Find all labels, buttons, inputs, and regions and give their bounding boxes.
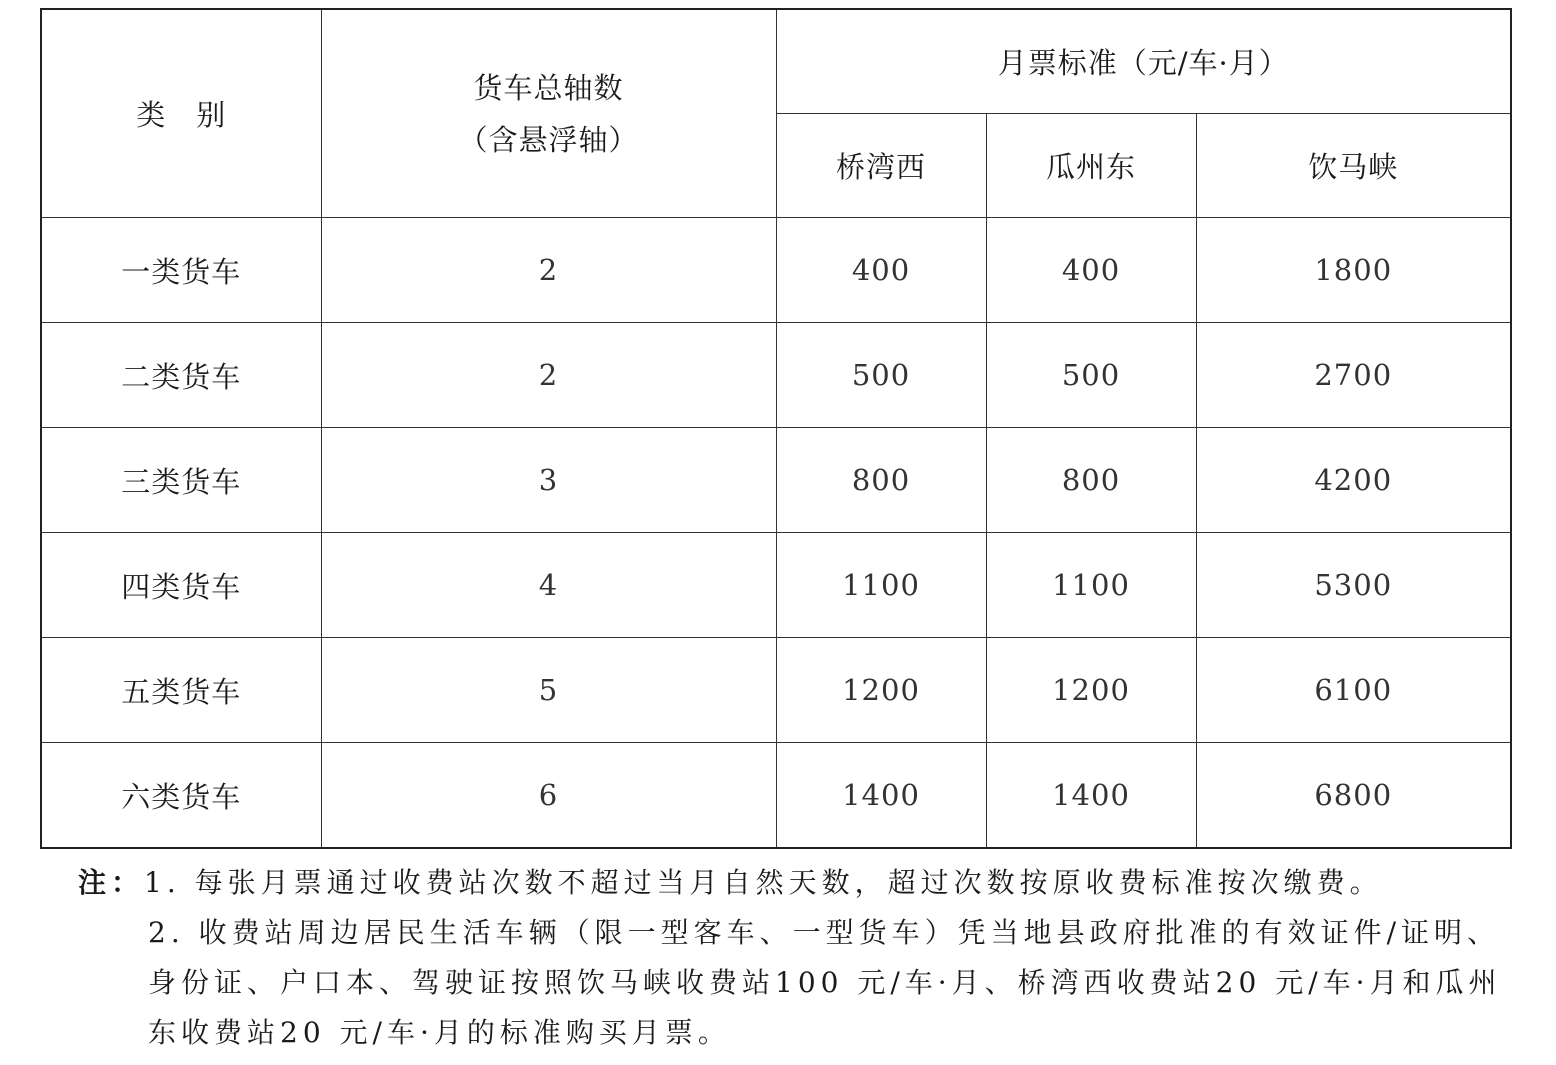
note-2-text: 2. 收费站周边居民生活车辆（限一型客车、一型货车）凭当地县政府批准的有效证件/证明、身份证、户口本、驾驶证按照饮马峡收费站100 元/车·月、桥湾西收费站20 元/车·月和瓜州东收费站20 元/车·月的标准购买月票。 bbox=[148, 916, 1502, 1049]
row-fee-guazhoudong: 400 bbox=[986, 218, 1196, 323]
table-row bbox=[41, 218, 1511, 323]
row-fee-guazhoudong: 1100 bbox=[986, 533, 1196, 638]
row-category: 三类货车 bbox=[41, 428, 321, 533]
row-axles: 2 bbox=[321, 218, 776, 323]
row-fee-guazhoudong: 500 bbox=[986, 323, 1196, 428]
station-header-yinmaxia: 饮马峡 bbox=[1196, 114, 1511, 218]
note-line-1 bbox=[78, 858, 1383, 908]
category-header: 类 别 bbox=[41, 9, 321, 218]
station-header-guazhoudong: 瓜州东 bbox=[986, 114, 1196, 218]
row-axles: 2 bbox=[321, 323, 776, 428]
monthly-ticket-fee-table bbox=[40, 8, 1512, 849]
row-axles: 3 bbox=[321, 428, 776, 533]
row-fee-yinmaxia: 4200 bbox=[1196, 428, 1511, 533]
row-axles: 6 bbox=[321, 743, 776, 849]
row-fee-qiaowanxi: 500 bbox=[776, 323, 986, 428]
row-fee-yinmaxia: 5300 bbox=[1196, 533, 1511, 638]
row-fee-qiaowanxi: 1100 bbox=[776, 533, 986, 638]
axle-count-header bbox=[321, 9, 776, 218]
axle-header-line2: （含悬浮轴） bbox=[458, 122, 639, 157]
table-row bbox=[41, 428, 1511, 533]
table-row bbox=[41, 323, 1511, 428]
row-category: 五类货车 bbox=[41, 638, 321, 743]
row-fee-guazhoudong: 1400 bbox=[986, 743, 1196, 849]
table-row bbox=[41, 638, 1511, 743]
table-row bbox=[41, 743, 1511, 849]
row-category: 二类货车 bbox=[41, 323, 321, 428]
row-category: 六类货车 bbox=[41, 743, 321, 849]
table-row bbox=[41, 533, 1511, 638]
row-axles: 4 bbox=[321, 533, 776, 638]
station-header-qiaowanxi: 桥湾西 bbox=[776, 114, 986, 218]
row-fee-qiaowanxi: 1400 bbox=[776, 743, 986, 849]
note-1-text: 1. 每张月票通过收费站次数不超过当月自然天数，超过次数按原收费标准按次缴费。 bbox=[144, 866, 1383, 899]
row-category: 一类货车 bbox=[41, 218, 321, 323]
row-fee-qiaowanxi: 400 bbox=[776, 218, 986, 323]
row-fee-yinmaxia: 2700 bbox=[1196, 323, 1511, 428]
row-fee-yinmaxia: 1800 bbox=[1196, 218, 1511, 323]
row-fee-qiaowanxi: 1200 bbox=[776, 638, 986, 743]
monthly-standard-header: 月票标准（元/车·月） bbox=[776, 9, 1511, 114]
row-fee-qiaowanxi: 800 bbox=[776, 428, 986, 533]
row-fee-yinmaxia: 6100 bbox=[1196, 638, 1511, 743]
row-category: 四类货车 bbox=[41, 533, 321, 638]
row-axles: 5 bbox=[321, 638, 776, 743]
axle-header-line1: 货车总轴数 bbox=[473, 70, 624, 105]
row-fee-yinmaxia: 6800 bbox=[1196, 743, 1511, 849]
row-fee-guazhoudong: 1200 bbox=[986, 638, 1196, 743]
notes-label: 注： bbox=[78, 866, 145, 899]
row-fee-guazhoudong: 800 bbox=[986, 428, 1196, 533]
